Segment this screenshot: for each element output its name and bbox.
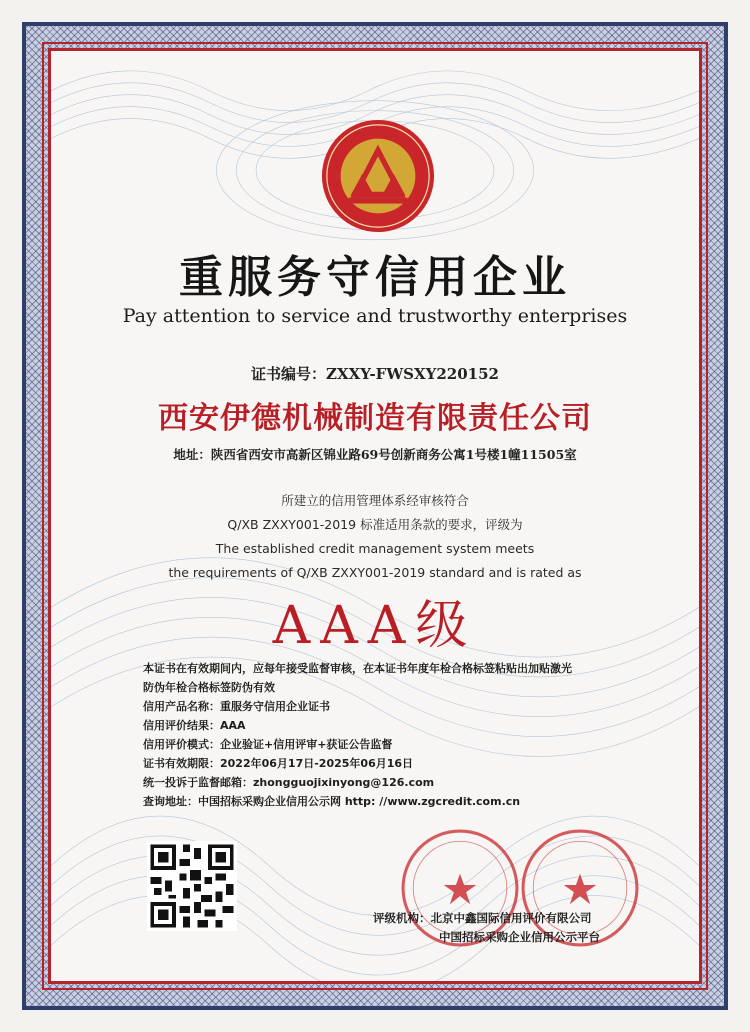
validity-note: [143, 659, 633, 697]
credit-emblem-logo: [319, 117, 437, 235]
certificate-title-chinese: 重服务守信用企业: [179, 252, 571, 303]
rating-grade: AAA级: [272, 596, 478, 656]
detail-mode: 信用评价模式：企业验证+信用评审+获证公告监督: [143, 738, 393, 751]
note-line: 防伪年检合格标签防伪有效: [143, 681, 275, 694]
detail-query-url: 查询地址：中国招标采购企业信用公示网 http: //www.zgcredit.com.cn: [143, 795, 521, 808]
compliance-statement: [51, 489, 699, 585]
company-address: 地址：陕西省西安市高新区锦业路69号创新商务公寓1号楼1幢11505室: [173, 447, 577, 462]
statement-line: Q/XB ZXXY001-2019 标准适用条款的要求，评级为: [227, 517, 523, 532]
issuing-organization: [373, 909, 673, 947]
qr-code[interactable]: [147, 841, 237, 931]
issuer-line: 中国招标采购企业信用公示平台: [439, 930, 600, 944]
detail-complaint-email: 统一投诉于监督邮箱：zhongguojixinyong@126.com: [143, 776, 435, 789]
statement-line: the requirements of Q/XB ZXXY001-2019 standard and is rated as: [168, 565, 582, 580]
certificate-details: [143, 697, 663, 811]
note-line: 本证书在有效期间内，应每年接受监督审核，在本证书年度年检合格标签粘贴出加贴激光: [143, 662, 572, 675]
statement-line: The established credit management system meets: [215, 541, 535, 556]
issuer-line: 评级机构：北京中鑫国际信用评价有限公司: [373, 911, 592, 925]
company-name: 西安伊德机械制造有限责任公司: [158, 401, 592, 436]
detail-product: 信用产品名称：重服务守信用企业证书: [143, 700, 330, 713]
statement-line: 所建立的信用管理体系经审核符合: [281, 493, 469, 508]
certificate-panel: [48, 48, 702, 984]
certificate-number: 证书编号：ZXXY-FWSXY220152: [251, 365, 499, 383]
detail-result: 信用评价结果：AAA: [143, 719, 246, 732]
certificate-title-english: Pay attention to service and trustworthy enterprises: [122, 305, 628, 327]
detail-validity: 证书有效期限：2022年06月17日-2025年06月16日: [143, 757, 414, 770]
